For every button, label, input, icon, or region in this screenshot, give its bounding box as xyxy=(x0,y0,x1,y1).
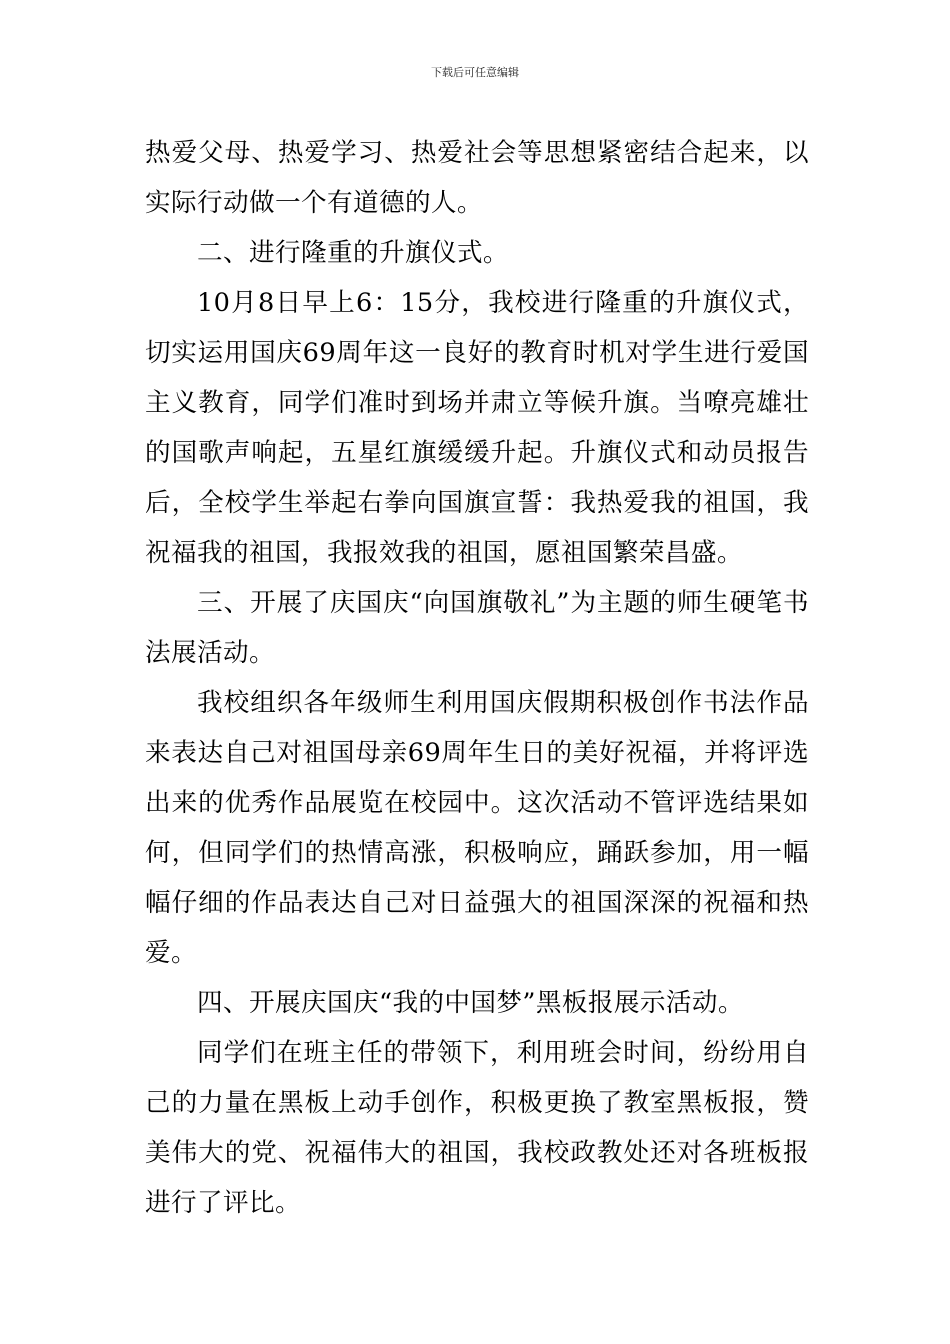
document-body xyxy=(145,128,809,1228)
body-paragraph-blackboard: 同学们在班主任的带领下，利用班会时间，纷纷用自己的力量在黑板上动手创作，积极更换了教室黑板报，赞美伟大的党、祝福伟大的祖国，我校政教处还对各班板报进行了评比。 xyxy=(145,1038,809,1218)
section-heading-calligraphy: 三、开展了庆国庆“向国旗敬礼”为主题的师生硬笔书法展活动。 xyxy=(145,588,809,668)
body-paragraph-flag-ceremony: 10月8日早上6：15分，我校进行隆重的升旗仪式，切实运用国庆69周年这一良好的教育时机对学生进行爱国主义教育，同学们准时到场并肃立等候升旗。当嘹亮雄壮的国歌声响起，五星红旗缓缓升起。升旗仪式和动员报告后，全校学生举起右拳向国旗宣誓：我热爱我的祖国，我祝福我的祖国，我报效我的祖国，愿祖国繁荣昌盛。 xyxy=(145,288,809,568)
section-heading-flag-ceremony: 二、进行隆重的升旗仪式。 xyxy=(197,238,509,268)
body-paragraph-calligraphy: 我校组织各年级师生利用国庆假期积极创作书法作品来表达自己对祖国母亲69周年生日的美好祝福，并将评选出来的优秀作品展览在校园中。这次活动不管评选结果如何，但同学们的热情高涨，积极响应，踊跃参加，用一幅幅仔细的作品表达自己对日益强大的祖国深深的祝福和热爱。 xyxy=(145,688,809,968)
page-header-note: 下载后可任意编辑 xyxy=(431,66,519,79)
body-paragraph-continuation: 热爱父母、热爱学习、热爱社会等思想紧密结合起来，以实际行动做一个有道德的人。 xyxy=(145,138,809,218)
section-heading-blackboard: 四、开展庆国庆“我的中国梦”黑板报展示活动。 xyxy=(197,988,744,1018)
